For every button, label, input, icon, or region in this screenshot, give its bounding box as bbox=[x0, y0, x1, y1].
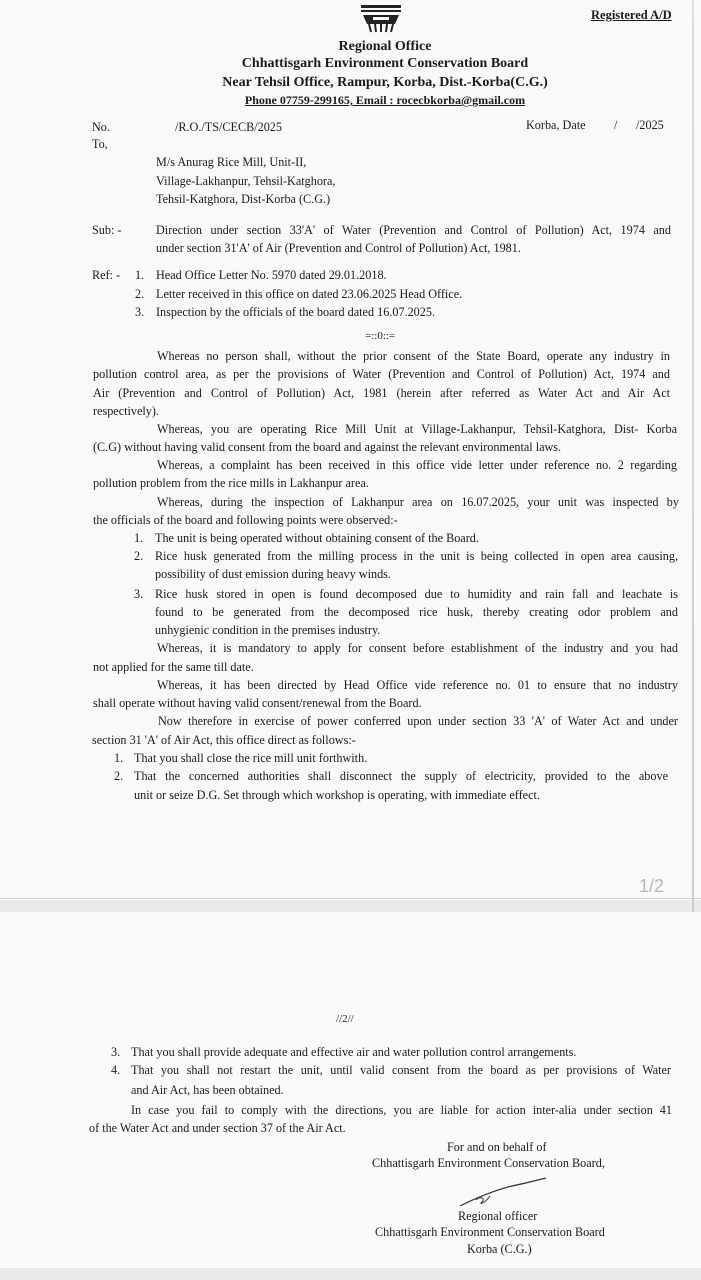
para3-line: pollution problem from the rice mills in Lakhanpur area. bbox=[93, 476, 369, 490]
subject-line: Direction under section 33'A' of Water (Prevention and Control of Pollution) Act, 1974 and bbox=[156, 223, 671, 237]
page-marker: //2// bbox=[336, 1013, 354, 1025]
separator: =::0::= bbox=[365, 330, 396, 342]
para1-line: Whereas no person shall, without the prior consent of the State Board, operate any industry in bbox=[157, 349, 670, 363]
signatory-location: Korba (C.G.) bbox=[467, 1242, 532, 1256]
office-address: Near Tehsil Office, Rampur, Korba, Dist.-Korba(C.G.) bbox=[222, 75, 548, 90]
letter-page-2 bbox=[0, 912, 701, 1268]
observation-text: Rice husk stored in open is found decomposed due to humidity and rain fall and leachate is bbox=[155, 587, 678, 601]
direction-text: That the concerned authorities shall disconnect the supply of electricity, provided to the above bbox=[134, 769, 668, 783]
page-number-indicator: 1/2 bbox=[639, 876, 665, 896]
direction-number: 2. bbox=[114, 769, 124, 783]
ref-label: Ref: - bbox=[92, 268, 121, 282]
page-fold-shadow bbox=[692, 0, 694, 912]
para8-line: In case you fail to comply with the directions, you are liable for action inter-alia under section 41 bbox=[131, 1103, 672, 1117]
date-slash: / bbox=[614, 118, 618, 132]
observation-text: possibility of dust emission during heavy winds. bbox=[155, 567, 391, 581]
para7-line: section 31 'A' of Air Act, this office direct as follows:- bbox=[92, 733, 356, 747]
ref-text: Inspection by the officials of the board dated 16.07.2025. bbox=[156, 305, 436, 319]
para7-line: Now therefore in exercise of power conferred upon under section 33 'A' of Water Act and under bbox=[158, 714, 678, 728]
direction-text: unit or seize D.G. Set through which workshop is operating, with immediate effect. bbox=[134, 788, 540, 802]
para1-line: respectively). bbox=[93, 404, 159, 418]
registered-ad-label: Registered A/D bbox=[591, 8, 672, 22]
ref-number: 1. bbox=[135, 268, 145, 282]
para6-line: shall operate without having valid consent/renewal from the Board. bbox=[93, 696, 422, 710]
para2-line: Whereas, you are operating Rice Mill Unit at Village-Lakhanpur, Tehsil-Katghora, Dist- Korba bbox=[157, 422, 677, 436]
closing-line: Chhattisgarh Environment Conservation Board, bbox=[372, 1156, 605, 1170]
letter-no-label: No. bbox=[92, 120, 110, 134]
regional-office-title: Regional Office bbox=[338, 39, 432, 54]
closing-line: For and on behalf of bbox=[447, 1140, 547, 1154]
ref-number: 2. bbox=[135, 287, 145, 301]
para4-line: the officials of the board and following points were observed:- bbox=[93, 513, 398, 527]
para5-line: Whereas, it is mandatory to apply for consent before establishment of the industry and you had bbox=[157, 641, 678, 655]
handwritten-signature-icon bbox=[456, 1176, 550, 1212]
office-contact: Phone 07759-299165, Email : rocecbkorba@gmail.com bbox=[244, 93, 526, 107]
direction-text: That you shall close the rice mill unit forthwith. bbox=[134, 751, 368, 765]
direction-text: That you shall provide adequate and effective air and water pollution control arrangements. bbox=[131, 1045, 577, 1059]
observation-number: 2. bbox=[134, 549, 144, 563]
direction-number: 3. bbox=[111, 1045, 121, 1059]
para4-line: Whereas, during the inspection of Lakhanpur area on 16.07.2025, your unit was inspected by bbox=[157, 495, 679, 509]
letter-no-value: /R.O./TS/CECB/2025 bbox=[175, 120, 282, 134]
subject-label: Sub: - bbox=[92, 223, 122, 237]
ref-text: Letter received in this office on dated 23.06.2025 Head Office. bbox=[156, 287, 463, 301]
addressee-line: Village-Lakhanpur, Tehsil-Katghora, bbox=[156, 174, 336, 188]
ref-number: 3. bbox=[135, 305, 145, 319]
observation-number: 3. bbox=[134, 587, 144, 601]
addressee-line: M/s Anurag Rice Mill, Unit-II, bbox=[156, 155, 307, 169]
observation-text: unhygienic condition in the premises industry. bbox=[155, 623, 381, 637]
para6-line: Whereas, it has been directed by Head Office vide reference no. 01 to ensure that no industry bbox=[157, 678, 678, 692]
observation-text: Rice husk generated from the milling process in the unit is being collected in open area causing, bbox=[155, 549, 678, 563]
para5-line: not applied for the same till date. bbox=[93, 660, 254, 674]
direction-text: That you shall not restart the unit, until valid consent from the board as per provisions of Water bbox=[131, 1063, 671, 1077]
ref-text: Head Office Letter No. 5970 dated 29.01.2018. bbox=[156, 268, 387, 282]
observation-text: found to be generated from the decomposed rice husk, thereby creating odor problem and bbox=[155, 605, 678, 619]
para1-line: Air (Prevention and Control of Pollution) Act, 1981 (herein after referred as Water Act and Air Act bbox=[93, 386, 670, 400]
date-label: Korba, Date bbox=[526, 118, 586, 132]
cecb-logo-icon bbox=[359, 4, 403, 34]
para8-line: of the Water Act and under section 37 of the Air Act. bbox=[89, 1121, 346, 1135]
observation-text: The unit is being operated without obtaining consent of the Board. bbox=[155, 531, 479, 545]
addressee-line: Tehsil-Katghora, Dist-Korba (C.G.) bbox=[156, 192, 331, 206]
signatory-title: Regional officer bbox=[458, 1209, 538, 1223]
page-bottom-edge bbox=[0, 898, 701, 899]
subject-line: under section 31'A' of Air (Prevention and Control of Pollution) Act, 1981. bbox=[156, 241, 521, 255]
direction-number: 4. bbox=[111, 1063, 121, 1077]
board-name-title: Chhattisgarh Environment Conservation Board bbox=[241, 56, 529, 71]
date-value: /2025 bbox=[636, 118, 664, 132]
para3-line: Whereas, a complaint has been received in this office vide letter under reference no. 2 regarding bbox=[157, 458, 677, 472]
para1-line: pollution control area, as per the provisions of Water (Prevention and Control of Pollution) Act, 1974 and bbox=[93, 367, 670, 381]
para2-line: (C.G) without having valid consent from the board and against the relevant environmental laws. bbox=[93, 440, 562, 454]
to-label: To, bbox=[92, 137, 108, 151]
observation-number: 1. bbox=[134, 531, 144, 545]
direction-text: and Air Act, has been obtained. bbox=[131, 1083, 284, 1097]
signatory-board: Chhattisgarh Environment Conservation Board bbox=[375, 1225, 605, 1239]
direction-number: 1. bbox=[114, 751, 124, 765]
